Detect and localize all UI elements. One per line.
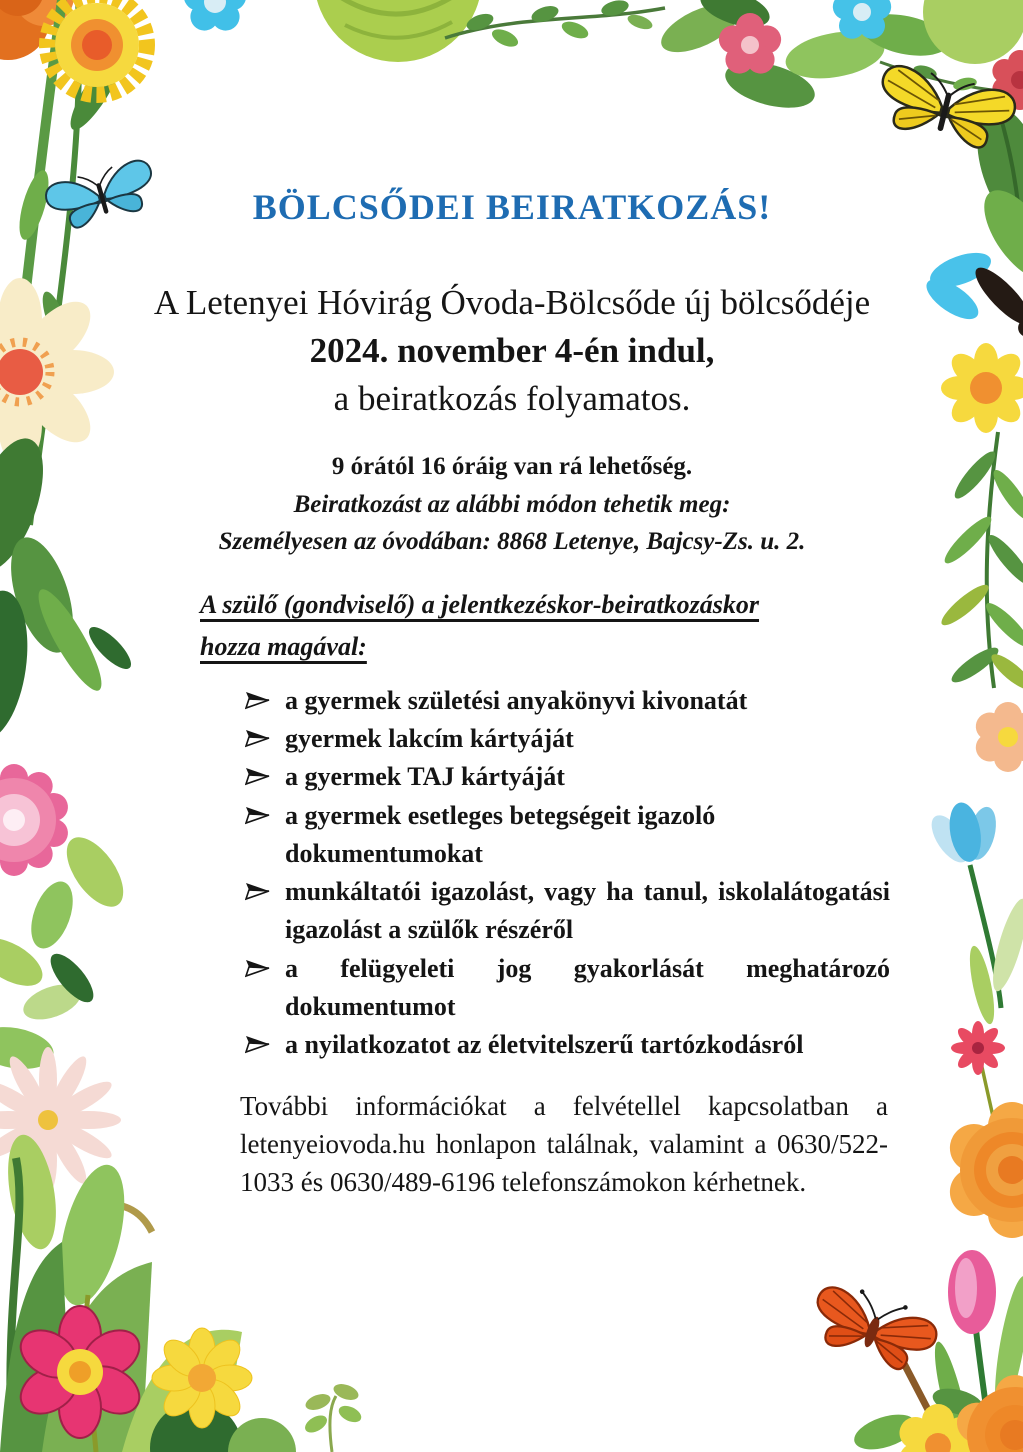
list-item (245, 873, 890, 949)
list-item (245, 950, 890, 1026)
list-item-text: munkáltatói igazolást, vagy ha tanul, iskolalátogatási igazolást a szülők részéről (285, 877, 890, 945)
requirements-heading (200, 584, 890, 668)
list-item (245, 758, 890, 796)
intro-line-3: a beiratkozás folyamatos. (333, 378, 691, 418)
list-item (245, 720, 890, 758)
arrow-bullet-icon (245, 766, 271, 786)
schedule-hours: 9 órától 16 óráig van rá lehetőség. (331, 453, 693, 480)
schedule-address: Személyesen az óvodában: 8868 Letenye, Bajcsy-Zs. u. 2. (218, 528, 806, 555)
requirements-heading-line-1: A szülő (gondviselő) a jelentkezéskor-beiratkozáskor (200, 590, 760, 619)
arrow-bullet-icon (245, 728, 271, 748)
intro-line-2: 2024. november 4-én indul, (309, 330, 715, 370)
requirements-heading-line-2: hozza magával: (200, 632, 367, 662)
list-item-text: gyermek lakcím kártyáját (285, 724, 574, 754)
requirements-list (245, 682, 890, 1064)
schedule-paragraph (138, 448, 886, 561)
list-item (245, 1026, 890, 1064)
list-item-text: a gyermek esetleges betegségeit igazoló dokumentumokat (285, 800, 716, 868)
list-item-text: a nyilatkozatot az életvitelszerű tartózkodásról (285, 1029, 804, 1059)
schedule-method: Beiratkozást az alábbi módon tehetik meg: (293, 490, 731, 518)
intro-line-1: A Letenyei Hóvirág Óvoda-Bölcsőde új bölcsődéje (153, 283, 871, 322)
list-item-text: a felügyeleti jog gyakorlását meghatározó dokumentumot (285, 953, 890, 1021)
list-item (245, 682, 890, 720)
list-item (245, 797, 890, 873)
arrow-bullet-icon (245, 1034, 271, 1054)
arrow-bullet-icon (245, 958, 271, 978)
arrow-bullet-icon (245, 690, 271, 710)
list-item-text: a gyermek születési anyakönyvi kivonatát (285, 686, 748, 715)
arrow-bullet-icon (245, 805, 271, 825)
list-item-text: a gyermek TAJ kártyáját (285, 762, 565, 792)
intro-paragraph (118, 279, 906, 423)
arrow-bullet-icon (245, 881, 271, 901)
page-title: BÖLCSŐDEI BEIRATKOZÁS! (252, 187, 772, 227)
footer-paragraph: További információkat a felvétellel kapcsolatban a letenyeiovoda.hu honlapon találnak, valamint a 0630/522-1033 és 0630/489-6196 telefonszámokon kérhetnek. (240, 1091, 888, 1197)
